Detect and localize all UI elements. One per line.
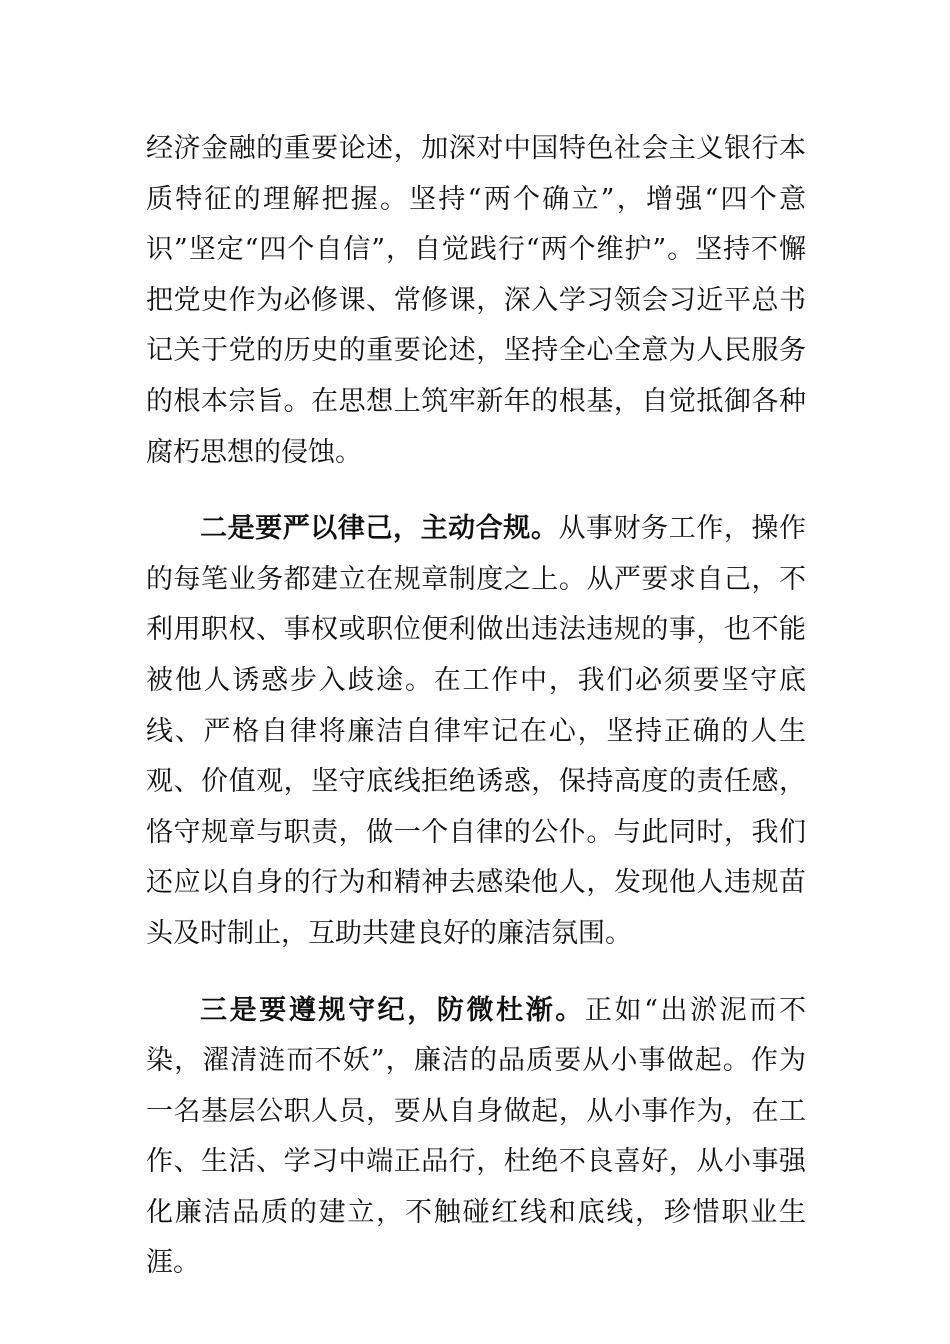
- paragraph-text: 经济金融的重要论述，加深对中国特色社会主义银行本质特征的理解把握。坚持“两个确立”，增强“四个意识”坚定“四个自信”，自觉践行“两个维护”。坚持不懈把党史作为必修课、常修课，深入学习领会习近平总书记关于党的历史的重要论述，坚持全心全意为人民服务的根本宗旨。在思想上筑牢新年的根基，自觉抵御各种腐朽思想的侵蚀。: [146, 133, 806, 468]
- paragraph-heading: 二是要严以律己，主动合规。: [200, 513, 559, 545]
- paragraph-continued: [146, 124, 806, 478]
- paragraph-heading: 三是要遵规守纪，防微杜渐。: [200, 994, 585, 1026]
- paragraph-text: 从事财务工作，操作的每笔业务都建立在规章制度之上。从严要求自己，不利用职权、事权或职位便利做出违法违规的事，也不能被他人诱惑步入歧途。在工作中，我们必须要坚守底线、严格自律将廉洁自律牢记在心，坚持正确的人生观、价值观，坚守底线拒绝诱惑，保持高度的责任感，恪守规章与职责，做一个自律的公仆。与此同时，我们还应以自身的行为和精神去感染他人，发现他人违规苗头及时制止，互助共建良好的廉洁氛围。: [146, 513, 807, 949]
- paragraph-text: 正如“出淤泥而不染，濯清涟而不妖”，廉洁的品质要从小事做起。作为一名基层公职人员，要从自身做起，从小事作为，在工作、生活、学习中端正品行，杜绝不良喜好，从小事强化廉洁品质的建立，不触碰红线和底线，珍惜职业生涯。: [146, 994, 806, 1279]
- paragraph-observe-rules: [146, 986, 806, 1290]
- document-body: [146, 124, 806, 1289]
- paragraph-strict-self-discipline: [146, 504, 806, 959]
